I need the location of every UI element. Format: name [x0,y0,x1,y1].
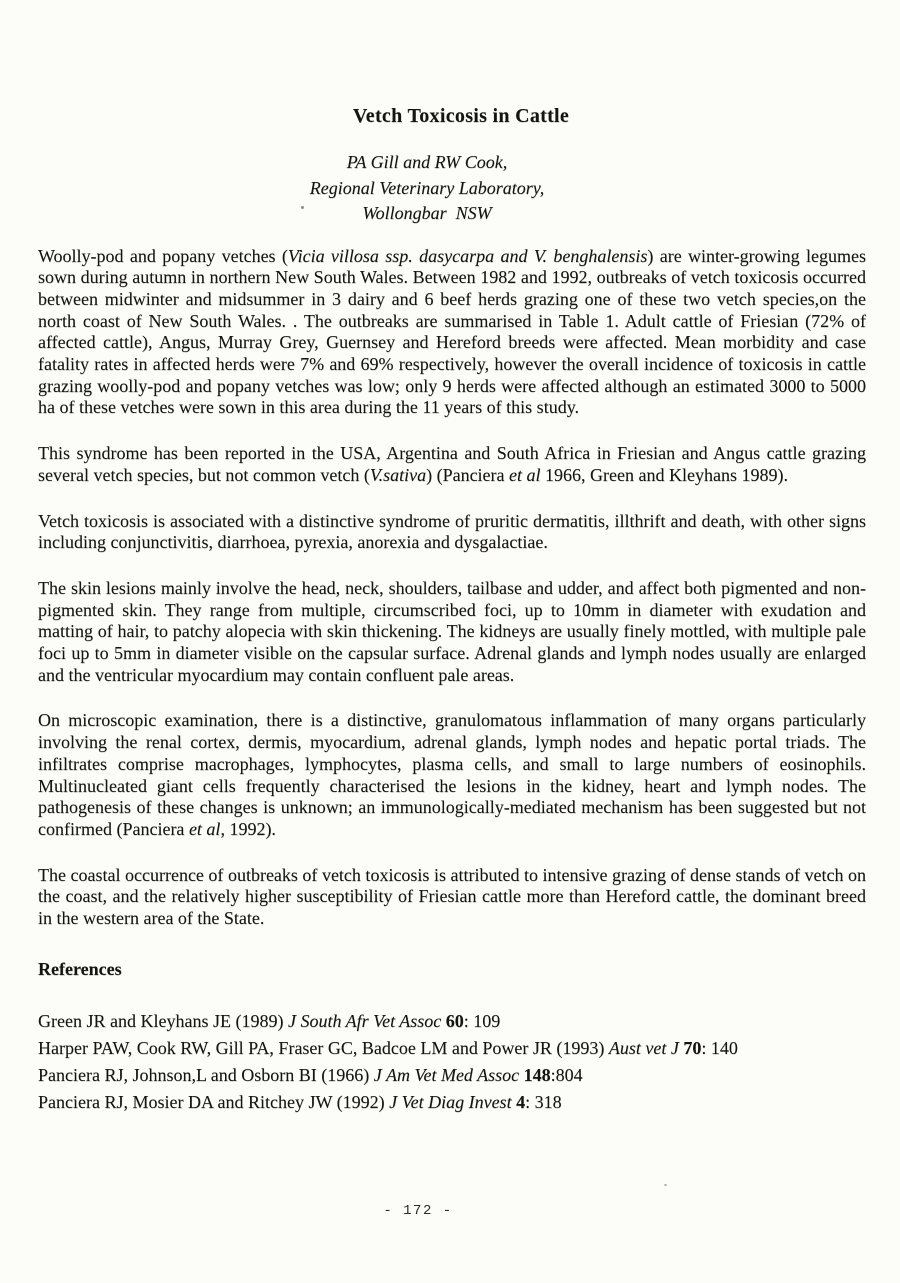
byline-affiliation: Regional Veterinary Laboratory, [309,177,545,198]
paragraph-coastal-occurrence: The coastal occurrence of outbreaks of vetch toxicosis is attributed to intensive grazing of dense stands of vetch on the coast, and the relatively higher susceptibility of Friesian cattle more than Hereford cattle, the dominant breed in the western area of the State. [38,864,866,929]
byline [13,150,841,227]
page-title: Vetch Toxicosis in Cattle [352,105,570,127]
paragraph-syndrome-reports: This syndrome has been reported in the USA, Argentina and South Africa in Friesian and Angus cattle grazing several vetch species, but not common vetch (V.sativa) (Panciera et al 1966, Green and Kleyhans 1989). [38,443,866,485]
paragraph-microscopic-findings: On microscopic examination, there is a distinctive, granulomatous inflammation of many organs particularly involving the renal cortex, dermis, myocardium, adrenal glands, lymph nodes and hepatic portal triads. The infiltrates comprise macrophages, lymphocytes, plasma cells, and small to large numbers of eosinophils. Multinucleated giant cells frequently characterised the lesions in the kidney, heart and lymph nodes. The pathogenesis of these changes is unknown; an immunologically-mediated mechanism has been suggested but not confirmed (Panciera et al, 1992). [38,710,866,839]
ink-speck [301,206,304,209]
references-list [38,1008,866,1116]
paragraph-outbreaks: Woolly-pod and popany vetches (Vicia villosa ssp. dasycarpa and V. benghalensis) are winter-growing legumes sown during autumn in northern New South Wales. Between 1982 and 1992, outbreaks of vetch toxicosis occurred between midwinter and midsummer in 3 dairy and 6 beef herds grazing one of these two vetch species,on the north coast of New South Wales. . The outbreaks are summarised in Table 1. Adult cattle of Friesian (72% of affected cattle), Angus, Murray Grey, Guernsey and Hereford breeds were affected. Mean morbidity and case fatality rates in affected herds were 7% and 69% respectively, however the overall incidence of toxicosis in cattle grazing woolly-pod and popany vetches was low; only 9 herds were affected although an estimated 3000 to 5000 ha of these vetches were sown in this area during the 11 years of this study. [38,245,867,418]
page-number: - 172 - [383,1203,453,1219]
ink-speck [664,1184,667,1186]
abstract-body [38,246,866,930]
reference-item: Panciera RJ, Mosier DA and Ritchey JW (1992) J Vet Diag Invest 4: 318 [38,1091,562,1112]
byline-authors: PA Gill and RW Cook, [346,152,508,172]
paragraph-gross-lesions: The skin lesions mainly involve the head, neck, shoulders, tailbase and udder, and affect both pigmented and non-pigmented skin. They range from multiple, circumscribed foci, up to 10mm in diameter with exudation and matting of hair, to patchy alopecia with skin thickening. The kidneys are usually finely mottled, with multiple pale foci up to 5mm in diameter visible on the capsular surface. Adrenal glands and lymph nodes usually are enlarged and the ventricular myocardium may contain confluent pale areas. [38,577,866,685]
reference-item: Harper PAW, Cook RW, Gill PA, Fraser GC, Badcoe LM and Power JR (1993) Aust vet J 70: 140 [38,1037,738,1058]
paragraph-clinical-signs: Vetch toxicosis is associated with a distinctive syndrome of pruritic dermatitis, illthrift and death, with other signs including conjunctivitis, diarrhoea, pyrexia, anorexia and dysgalactiae. [38,510,866,553]
byline-location: Wollongbar NSW [362,203,492,223]
reference-item: Panciera RJ, Johnson,L and Osborn BI (1966) J Am Vet Med Assoc 148:804 [38,1064,583,1085]
references-heading: References [38,958,122,979]
reference-item: Green JR and Kleyhans JE (1989) J South Afr Vet Assoc 60: 109 [38,1010,501,1031]
